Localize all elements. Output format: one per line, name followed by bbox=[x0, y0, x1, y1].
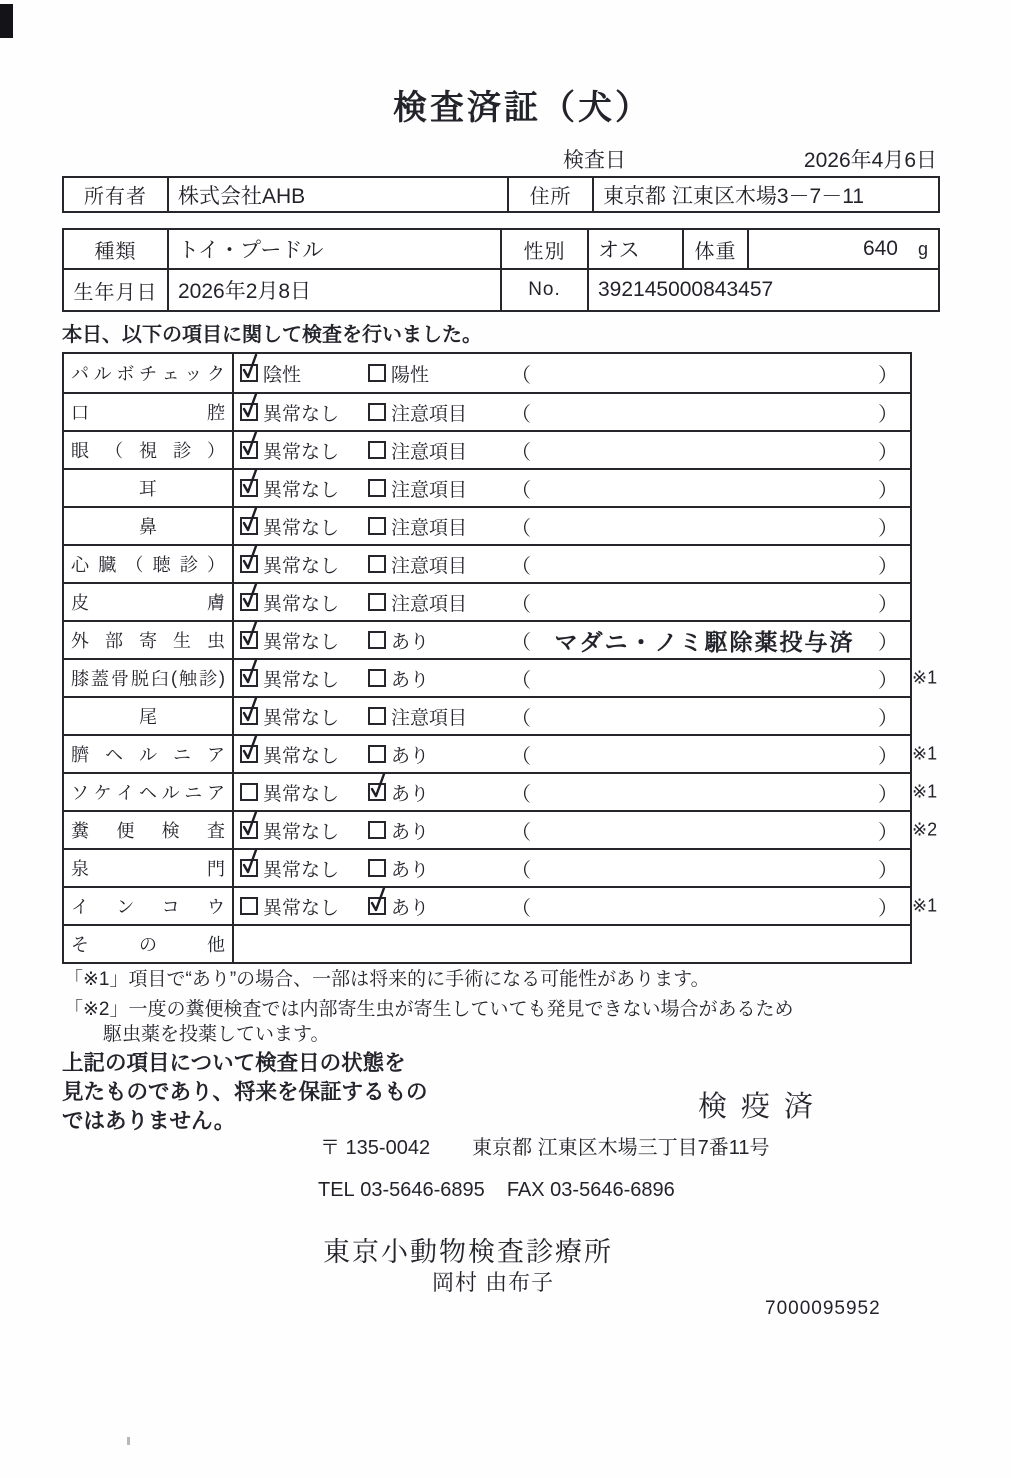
option-label: 異常なし bbox=[263, 707, 340, 729]
option-label: 異常なし bbox=[263, 669, 340, 691]
disclaimer-text bbox=[62, 1049, 428, 1136]
checklist-item-label: 口 腔 bbox=[64, 394, 234, 430]
postal-code: 〒 135-0042 bbox=[320, 1137, 431, 1159]
checkbox-checked[interactable] bbox=[240, 441, 258, 459]
footnote-1: 「※1」項目で“あり”の場合、一部は将来的に手術になる可能性があります。 bbox=[64, 969, 710, 990]
checklist-row-content bbox=[234, 584, 910, 620]
option-label: 異常なし bbox=[263, 593, 340, 615]
number-value: 392145000843457 bbox=[587, 270, 938, 310]
option-label: あり bbox=[391, 783, 430, 805]
checkbox-unchecked[interactable] bbox=[240, 897, 258, 915]
checklist-option bbox=[368, 893, 505, 920]
row-footnote-marker: ※1 bbox=[912, 667, 938, 688]
remarks-field bbox=[505, 588, 910, 617]
paren-close: ） bbox=[878, 517, 898, 540]
option-label: 注意項目 bbox=[391, 555, 468, 577]
remarks-field bbox=[505, 778, 910, 807]
option-label: 異常なし bbox=[263, 441, 340, 463]
option-label: 異常なし bbox=[263, 555, 340, 577]
paren-close: ） bbox=[878, 897, 898, 920]
checklist-row bbox=[64, 582, 910, 620]
paren-open: （ bbox=[511, 669, 531, 692]
option-label: 異常なし bbox=[263, 631, 340, 653]
checkbox-unchecked[interactable] bbox=[240, 783, 258, 801]
checklist-option bbox=[240, 360, 368, 387]
breed-label: 種類 bbox=[94, 240, 137, 263]
checklist-option bbox=[368, 399, 505, 426]
birth-value: 2026年2月8日 bbox=[167, 270, 500, 310]
remarks-field bbox=[505, 550, 910, 579]
checklist-option bbox=[368, 665, 505, 692]
checklist-option bbox=[240, 817, 368, 844]
checklist-row bbox=[64, 506, 910, 544]
quarantine-stamp: 検疫済 bbox=[698, 1091, 828, 1123]
sex-label: 性別 bbox=[500, 230, 587, 268]
checklist-row bbox=[64, 734, 938, 772]
checklist-table bbox=[62, 352, 938, 964]
disclaimer-line-2: 見たものであり、将来を保証するもの bbox=[62, 1080, 428, 1104]
remarks-field bbox=[505, 398, 910, 427]
checklist-option bbox=[368, 703, 505, 730]
checklist-item-label: 皮 膚 bbox=[64, 584, 234, 620]
checklist-option bbox=[240, 855, 368, 882]
checklist-row-content bbox=[234, 660, 910, 696]
checklist-option bbox=[368, 627, 505, 654]
checkbox-checked[interactable] bbox=[368, 783, 386, 801]
checklist-item-label: ソ ケ イ ヘ ル ニ ア bbox=[64, 774, 234, 810]
checklist-option bbox=[240, 475, 368, 502]
animal-table-row-2 bbox=[64, 270, 938, 310]
veterinarian-name: 岡村 由布子 bbox=[432, 1270, 555, 1295]
checkbox-checked[interactable] bbox=[240, 593, 258, 611]
checklist-row-content bbox=[234, 622, 910, 658]
paren-open: （ bbox=[511, 707, 531, 730]
paren-close: ） bbox=[878, 821, 898, 844]
option-label: 注意項目 bbox=[391, 441, 468, 463]
checklist-option bbox=[240, 551, 368, 578]
option-label: 異常なし bbox=[263, 821, 340, 843]
checkbox-checked[interactable] bbox=[240, 669, 258, 687]
checklist-row-content bbox=[234, 850, 910, 886]
checklist-row bbox=[64, 468, 910, 506]
checkbox-checked[interactable] bbox=[240, 364, 258, 382]
paren-open: （ bbox=[511, 593, 531, 616]
row-footnote-marker: ※1 bbox=[912, 781, 938, 802]
checkbox-unchecked[interactable] bbox=[368, 631, 386, 649]
checklist-item-label: パ ル ボ チ ェ ッ ク bbox=[64, 354, 234, 392]
checklist-item-label: 泉 門 bbox=[64, 850, 234, 886]
option-label: あり bbox=[391, 897, 430, 919]
address-label: 住所 bbox=[507, 178, 592, 211]
checkbox-unchecked[interactable] bbox=[368, 859, 386, 877]
checklist-row-content bbox=[234, 546, 910, 582]
clinic-telfax-line bbox=[318, 1179, 675, 1202]
checklist-option bbox=[240, 437, 368, 464]
checkbox-checked[interactable] bbox=[240, 745, 258, 763]
paren-open: （ bbox=[511, 859, 531, 882]
checklist-row bbox=[64, 848, 910, 886]
remarks-field bbox=[505, 854, 910, 883]
checklist-item-label: イ ン コ ウ bbox=[64, 888, 234, 924]
option-label: あり bbox=[391, 669, 430, 691]
checkbox-unchecked[interactable] bbox=[368, 707, 386, 725]
remarks-field bbox=[505, 702, 910, 731]
checklist-row-content bbox=[234, 698, 910, 734]
address-value: 東京都 江東区木場3－7－11 bbox=[592, 178, 938, 211]
checklist-row bbox=[64, 886, 938, 924]
checkbox-checked[interactable] bbox=[240, 517, 258, 535]
option-label: 異常なし bbox=[263, 403, 340, 425]
checkbox-unchecked[interactable] bbox=[368, 745, 386, 763]
option-label: 陰性 bbox=[263, 364, 302, 386]
inspection-date-label: 検査日 bbox=[563, 149, 626, 172]
option-label: 異常なし bbox=[263, 859, 340, 881]
checkbox-unchecked[interactable] bbox=[368, 593, 386, 611]
option-label: 異常なし bbox=[263, 897, 340, 919]
checklist-item-label: 耳 bbox=[64, 470, 234, 506]
paren-close: ） bbox=[878, 669, 898, 692]
checklist-option bbox=[240, 893, 368, 920]
checklist-option bbox=[368, 779, 505, 806]
paren-open: （ bbox=[511, 517, 531, 540]
remarks-field bbox=[505, 816, 910, 845]
checkbox-unchecked[interactable] bbox=[368, 555, 386, 573]
remarks-text: マダニ・ノミ駆除薬投与済 bbox=[554, 628, 855, 655]
checklist-option bbox=[368, 741, 505, 768]
checkbox-unchecked[interactable] bbox=[368, 441, 386, 459]
checklist-row bbox=[64, 430, 910, 468]
remarks-field bbox=[505, 664, 910, 693]
checklist-option bbox=[368, 437, 505, 464]
checkbox-checked[interactable] bbox=[240, 859, 258, 877]
paren-open: （ bbox=[511, 745, 531, 768]
checklist-row bbox=[64, 620, 910, 658]
page-title: 検査済証（犬） bbox=[393, 89, 652, 127]
birth-label: 生年月日 bbox=[73, 281, 158, 304]
option-label: 注意項目 bbox=[391, 403, 468, 425]
option-label: 異常なし bbox=[263, 479, 340, 501]
option-label: 注意項目 bbox=[391, 517, 468, 539]
checklist-row bbox=[64, 924, 910, 962]
paren-open: （ bbox=[511, 897, 531, 920]
row-footnote-marker: ※2 bbox=[912, 819, 938, 840]
weight-value-cell bbox=[747, 230, 938, 268]
checkbox-checked[interactable] bbox=[240, 555, 258, 573]
checkbox-unchecked[interactable] bbox=[368, 364, 386, 382]
checklist-item-label: 鼻 bbox=[64, 508, 234, 544]
checklist-item-label: 臍 ヘ ル ニ ア bbox=[64, 736, 234, 772]
checklist-option bbox=[240, 741, 368, 768]
tel-label: TEL bbox=[318, 1179, 355, 1201]
paren-close: ） bbox=[878, 593, 898, 616]
checklist-row-content bbox=[234, 432, 910, 468]
paren-close: ） bbox=[878, 783, 898, 806]
checklist-row-content bbox=[234, 774, 910, 810]
checklist-row-content bbox=[234, 470, 910, 506]
checklist-row-content bbox=[234, 508, 910, 544]
fax-value: 03-5646-6896 bbox=[550, 1179, 675, 1201]
checkbox-checked[interactable] bbox=[240, 479, 258, 497]
checklist-option bbox=[240, 513, 368, 540]
animal-table-row-1 bbox=[64, 230, 938, 270]
checkbox-unchecked[interactable] bbox=[368, 669, 386, 687]
checkbox-checked[interactable] bbox=[240, 403, 258, 421]
checklist-item-label: 膝 蓋 骨 脱 臼 ( 触 診 ) bbox=[64, 660, 234, 696]
checkbox-unchecked[interactable] bbox=[368, 821, 386, 839]
breed-value: トイ・プードル bbox=[167, 230, 500, 268]
intro-text: 本日、以下の項目に関して検査を行いました。 bbox=[62, 324, 482, 346]
footnote-2-line1: 「※2」一度の糞便検査では内部寄生虫が寄生していても発見できない場合があるため bbox=[64, 999, 794, 1020]
checkbox-checked[interactable] bbox=[240, 707, 258, 725]
checklist-option bbox=[368, 855, 505, 882]
checklist-option bbox=[240, 779, 368, 806]
checklist-option bbox=[368, 589, 505, 616]
paren-close: ） bbox=[878, 707, 898, 730]
option-label: 異常なし bbox=[263, 783, 340, 805]
checklist-option bbox=[368, 475, 505, 502]
checklist-row bbox=[64, 810, 938, 848]
option-label: 陽性 bbox=[391, 364, 430, 386]
checklist-item-label: 外 部 寄 生 虫 bbox=[64, 622, 234, 658]
checklist-row-content bbox=[234, 926, 910, 962]
animal-table bbox=[62, 228, 940, 312]
paren-open: （ bbox=[511, 631, 531, 654]
paren-close: ） bbox=[878, 745, 898, 768]
checklist-row bbox=[64, 658, 938, 696]
checklist-item-label: 心 臓 （ 聴 診 ） bbox=[64, 546, 234, 582]
paren-open: （ bbox=[511, 441, 531, 464]
paren-open: （ bbox=[511, 783, 531, 806]
option-label: あり bbox=[391, 631, 430, 653]
checklist-option bbox=[368, 360, 505, 387]
checklist-option bbox=[368, 513, 505, 540]
checkbox-unchecked[interactable] bbox=[368, 403, 386, 421]
row-footnote-marker: ※1 bbox=[912, 895, 938, 916]
fax-label: FAX bbox=[506, 1179, 545, 1201]
checklist-item-label: 糞 便 検 査 bbox=[64, 812, 234, 848]
serial-number: 7000095952 bbox=[765, 1298, 881, 1319]
checklist-row bbox=[64, 354, 910, 392]
scan-artifact-speck bbox=[127, 1437, 130, 1445]
number-label: No. bbox=[500, 270, 587, 310]
owner-label: 所有者 bbox=[84, 186, 147, 208]
checklist-option bbox=[368, 817, 505, 844]
option-label: 注意項目 bbox=[391, 593, 468, 615]
sex-value: オス bbox=[587, 230, 682, 268]
row-footnote-marker: ※1 bbox=[912, 743, 938, 764]
option-label: 異常なし bbox=[263, 745, 340, 767]
option-label: 異常なし bbox=[263, 517, 340, 539]
checkbox-checked[interactable] bbox=[368, 897, 386, 915]
checkbox-unchecked[interactable] bbox=[368, 517, 386, 535]
checklist-row bbox=[64, 544, 910, 582]
paren-open: （ bbox=[511, 555, 531, 578]
paren-close: ） bbox=[878, 441, 898, 464]
weight-unit: g bbox=[917, 238, 928, 259]
remarks-field bbox=[505, 436, 910, 465]
disclaimer-line-3: ではありません。 bbox=[62, 1109, 236, 1133]
checklist-row-content bbox=[234, 888, 910, 924]
owner-table bbox=[62, 176, 940, 213]
paren-open: （ bbox=[511, 364, 531, 387]
option-label: 注意項目 bbox=[391, 479, 468, 501]
remarks-field bbox=[505, 892, 910, 921]
paren-close: ） bbox=[878, 364, 898, 387]
clinic-name: 東京小動物検査診療所 bbox=[323, 1237, 613, 1267]
checklist-option bbox=[240, 703, 368, 730]
owner-value: 株式会社AHB bbox=[167, 178, 507, 211]
remarks-field bbox=[505, 624, 910, 657]
paren-open: （ bbox=[511, 479, 531, 502]
paren-close: ） bbox=[878, 479, 898, 502]
checklist-option bbox=[240, 665, 368, 692]
checklist-row-content bbox=[234, 736, 910, 772]
remarks-field bbox=[505, 474, 910, 503]
checklist-row-content bbox=[234, 394, 910, 430]
paren-close: ） bbox=[878, 631, 898, 654]
weight-value: 640 bbox=[862, 237, 898, 260]
checklist-item-label: 眼 （ 視 診 ） bbox=[64, 432, 234, 468]
remarks-field bbox=[505, 740, 910, 769]
remarks-field bbox=[505, 512, 910, 541]
clinic-postal-line bbox=[320, 1131, 770, 1160]
checklist-row bbox=[64, 392, 910, 430]
checklist-row-content bbox=[234, 812, 910, 848]
paren-close: ） bbox=[878, 403, 898, 426]
weight-label: 体重 bbox=[682, 230, 747, 268]
checkbox-checked[interactable] bbox=[240, 821, 258, 839]
checklist-option bbox=[240, 399, 368, 426]
checklist-item-label: 尾 bbox=[64, 698, 234, 734]
disclaimer-line-1: 上記の項目について検査日の状態を bbox=[62, 1051, 406, 1075]
checkbox-unchecked[interactable] bbox=[368, 479, 386, 497]
checklist-option bbox=[240, 589, 368, 616]
option-label: あり bbox=[391, 859, 430, 881]
option-label: あり bbox=[391, 745, 430, 767]
scan-artifact-corner-mark bbox=[0, 4, 13, 38]
checklist-row-content bbox=[234, 354, 910, 392]
checklist-option bbox=[240, 627, 368, 654]
option-label: 注意項目 bbox=[391, 707, 468, 729]
checklist-row bbox=[64, 696, 910, 734]
paren-close: ） bbox=[878, 555, 898, 578]
paren-close: ） bbox=[878, 859, 898, 882]
tel-value: 03-5646-6895 bbox=[360, 1179, 485, 1201]
remarks-field bbox=[505, 359, 910, 388]
checklist-item-label: そ の 他 bbox=[64, 926, 234, 962]
checklist-row bbox=[64, 772, 938, 810]
paren-open: （ bbox=[511, 403, 531, 426]
checklist-option bbox=[368, 551, 505, 578]
footnote-2-line2: 駆虫薬を投薬しています。 bbox=[103, 1024, 330, 1045]
option-label: あり bbox=[391, 821, 430, 843]
clinic-address: 東京都 江東区木場三丁目7番11号 bbox=[472, 1137, 770, 1159]
paren-open: （ bbox=[511, 821, 531, 844]
inspection-date-value: 2026年4月6日 bbox=[803, 149, 937, 172]
checkbox-checked[interactable] bbox=[240, 631, 258, 649]
